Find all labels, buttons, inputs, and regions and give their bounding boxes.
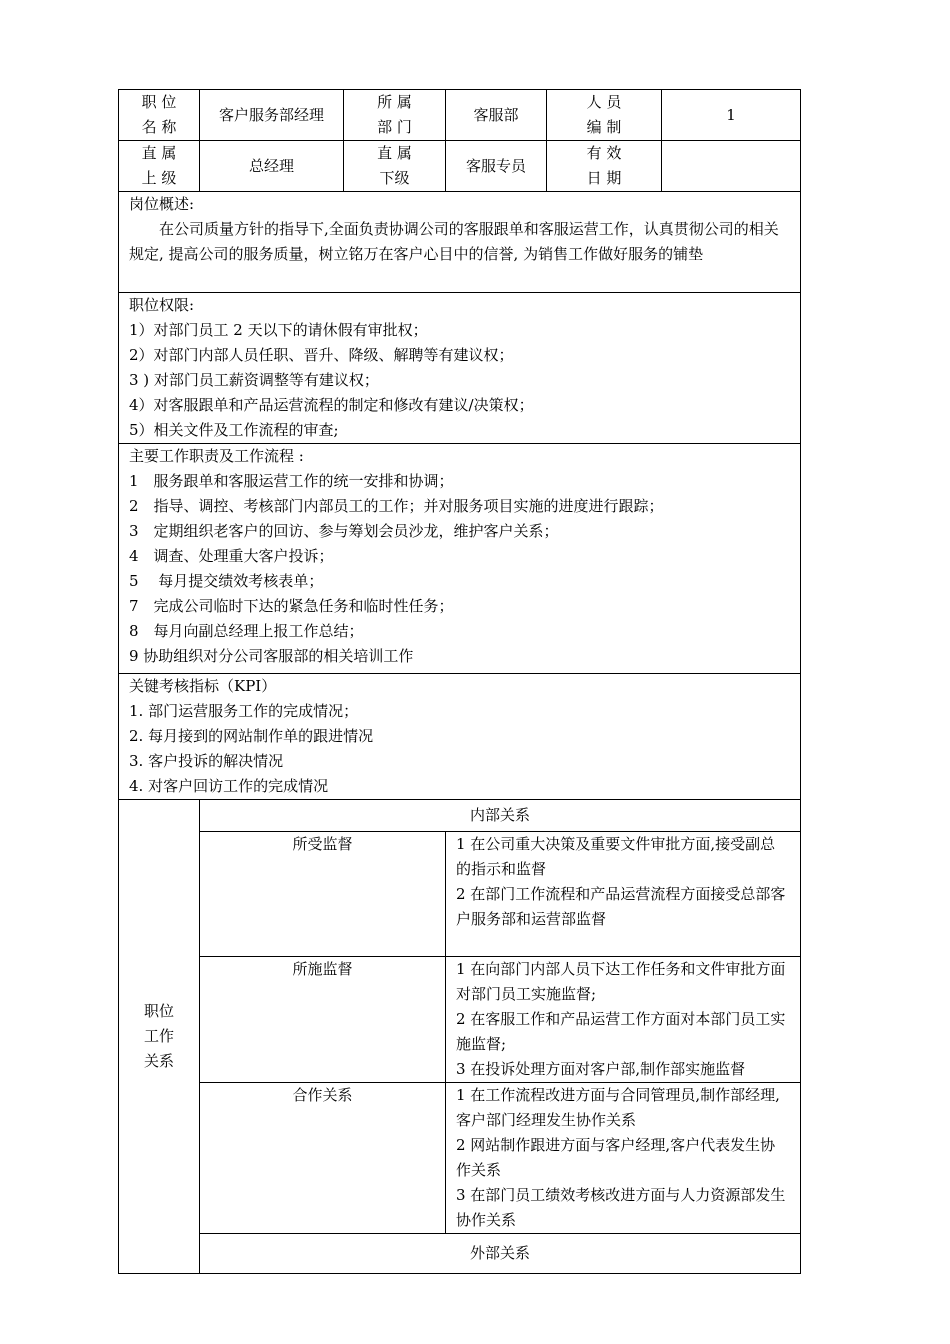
duty-item: 7 完成公司临时下达的紧急任务和临时性任务； xyxy=(129,597,454,615)
kpi-item: 3. 客户投诉的解决情况 xyxy=(129,752,284,770)
duty-item: 8 每月向副总经理上报工作总结； xyxy=(129,622,364,640)
kpi-title: 关键考核指标（KPI） xyxy=(129,677,277,695)
authority-section xyxy=(119,293,801,444)
relation-line: 1 在向部门内部人员下达工作任务和文件审批方面对部门员工实施监督; xyxy=(456,960,786,1003)
effective-date-value xyxy=(662,141,801,192)
authority-item: 3 ) 对部门员工薪资调整等有建议权； xyxy=(129,371,379,389)
authority-item: 5）相关文件及工作流程的审查; xyxy=(129,421,339,439)
authority-item: 2）对部门内部人员任职、晋升、降级、解聘等有建议权； xyxy=(129,346,514,364)
duties-section xyxy=(119,444,801,674)
headcount-label: 人 员 编 制 xyxy=(547,90,662,141)
relation-group-name: 合作关系 xyxy=(200,1083,446,1234)
department-value: 客服部 xyxy=(446,90,547,141)
authority-item: 1）对部门员工 2 天以下的请休假有审批权； xyxy=(129,321,428,339)
relation-group-body xyxy=(446,832,801,957)
position-name-value: 客户服务部经理 xyxy=(200,90,344,141)
relation-line: 3 在部门员工绩效考核改进方面与人力资源部发生协作关系 xyxy=(456,1186,786,1229)
relation-line: 2 在客服工作和产品运营工作方面对本部门员工实施监督; xyxy=(456,1010,786,1053)
overview-section xyxy=(119,192,801,293)
authority-title: 职位权限: xyxy=(129,296,195,314)
position-name-label: 职 位 名 称 xyxy=(119,90,200,141)
duty-item: 4 调查、处理重大客户投诉； xyxy=(129,547,334,565)
relation-group-row xyxy=(119,957,801,1083)
header-row-2 xyxy=(119,141,801,192)
direct-superior-value: 总经理 xyxy=(200,141,344,192)
duties-row xyxy=(119,444,801,674)
kpi-item: 2. 每月接到的网站制作单的跟进情况 xyxy=(129,727,374,745)
kpi-row xyxy=(119,674,801,800)
internal-relations-title: 内部关系 xyxy=(200,800,801,832)
duty-item: 9 协助组织对分公司客服部的相关培训工作 xyxy=(129,647,414,665)
relation-line: 1 在工作流程改进方面与合同管理员,制作部经理,客户部门经理发生协作关系 xyxy=(456,1086,780,1129)
overview-title: 岗位概述: xyxy=(129,195,195,213)
direct-superior-label: 直 属 上 级 xyxy=(119,141,200,192)
relation-group-row xyxy=(119,832,801,957)
headcount-value: 1 xyxy=(662,90,801,141)
external-relations-title: 外部关系 xyxy=(200,1234,801,1274)
kpi-item: 4. 对客户回访工作的完成情况 xyxy=(129,777,329,795)
job-relations-label: 职位 工作 关系 xyxy=(119,800,200,1274)
kpi-item: 1. 部门运营服务工作的完成情况； xyxy=(129,702,359,720)
duty-item: 2 指导、调控、考核部门内部员工的工作；并对服务项目实施的进度进行跟踪； xyxy=(129,497,664,515)
overview-text: 在公司质量方针的指导下,全面负责协调公司的客服跟单和客服运营工作，认真贯彻公司的相关规定, 提高公司的服务质量，树立铭万在客户心目中的信誉, 为销售工作做好服务的铺垫 xyxy=(129,220,779,263)
effective-date-label: 有 效 日 期 xyxy=(547,141,662,192)
duty-item: 5 每月提交绩效考核表单； xyxy=(129,572,324,590)
external-relations-header-row xyxy=(119,1234,801,1274)
relation-line: 2 网站制作跟进方面与客户经理,客户代表发生协作关系 xyxy=(456,1136,776,1179)
relation-group-body xyxy=(446,1083,801,1234)
duty-item: 1 服务跟单和客服运营工作的统一安排和协调； xyxy=(129,472,454,490)
authority-item: 4）对客服跟单和产品运营流程的制定和修改有建议/决策权； xyxy=(129,396,534,414)
relation-group-body xyxy=(446,957,801,1083)
relation-group-name: 所施监督 xyxy=(200,957,446,1083)
kpi-section xyxy=(119,674,801,800)
relation-line: 1 在公司重大决策及重要文件审批方面,接受副总的指示和监督 xyxy=(456,835,776,878)
authority-row xyxy=(119,293,801,444)
relation-line: 2 在部门工作流程和产品运营流程方面接受总部客户服务部和运营部监督 xyxy=(456,885,786,928)
relation-group-row xyxy=(119,1083,801,1234)
department-label: 所 属 部 门 xyxy=(344,90,446,141)
overview-row xyxy=(119,192,801,293)
header-row-1 xyxy=(119,90,801,141)
direct-subordinate-value: 客服专员 xyxy=(446,141,547,192)
duties-title: 主要工作职责及工作流程 : xyxy=(129,447,304,465)
duty-item: 3 定期组织老客户的回访、参与筹划会员沙龙，维护客户关系； xyxy=(129,522,559,540)
relation-line: 3 在投诉处理方面对客户部,制作部实施监督 xyxy=(456,1060,746,1078)
direct-subordinate-label: 直 属 下级 xyxy=(344,141,446,192)
relation-group-name: 所受监督 xyxy=(200,832,446,957)
internal-relations-header-row xyxy=(119,800,801,832)
job-description-table xyxy=(118,89,801,1274)
